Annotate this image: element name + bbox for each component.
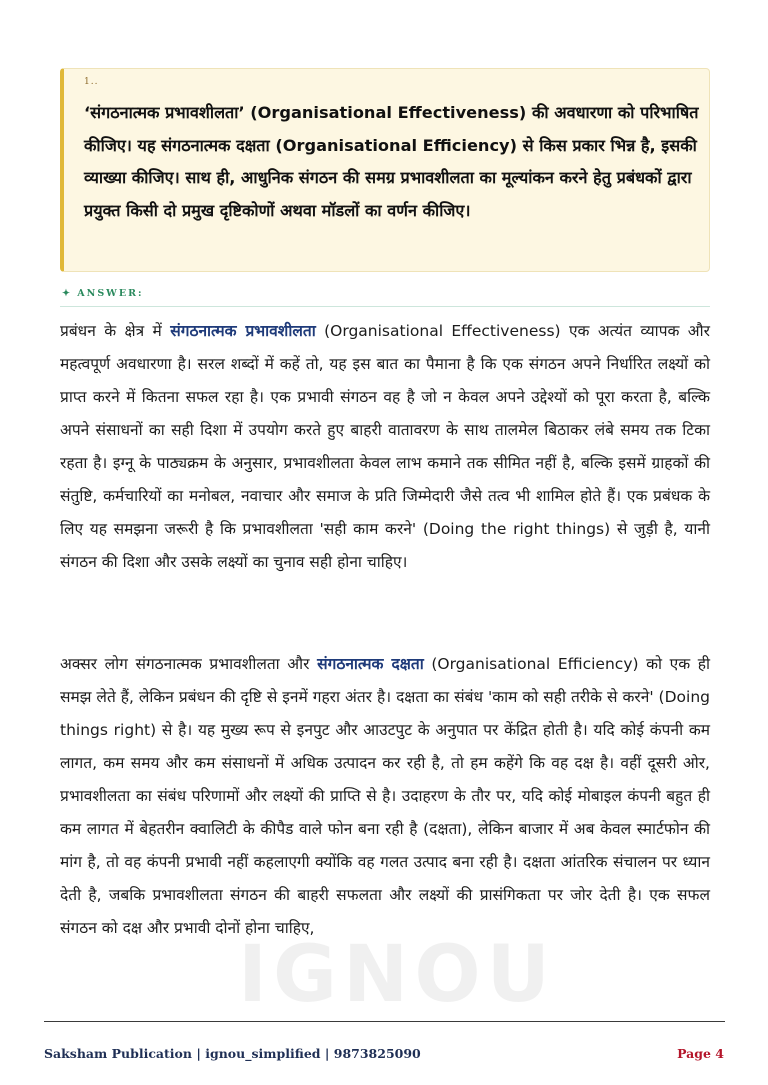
answer-label: ✦ ANSWER: [62, 288, 144, 299]
paragraph-2-lead: अक्सर लोग संगठनात्मक प्रभावशीलता और [60, 655, 318, 673]
answer-divider [60, 306, 710, 307]
highlight-term-efficiency: संगठनात्मक दक्षता [317, 655, 424, 673]
question-number: 1.. [84, 77, 99, 87]
answer-paragraph-2 [60, 648, 710, 945]
paragraph-2-body: (Organisational Efficiency) को एक ही समझ लेते हैं, लेकिन प्रबंधन की दृष्टि से इनमें गहरा अंतर है। दक्षता का संबंध 'काम को सही तरीके से करने' (Doing things right) से है। यह मुख्य रूप से इनपुट और आउटपुट के अनुपात पर केंद्रित होती है। यदि कोई कंपनी कम लागत, कम समय और कम संसाधनों में अधिक उत्पादन कर रही है, तो हम कहेंगे कि वह दक्ष है। वहीं दूसरी ओर, प्रभावशीलता का संबंध परिणामों और लक्ष्यों की प्राप्ति से है। उदाहरण के तौर पर, यदि कोई मोबाइल कंपनी बहुत ही कम लागत में बेहतरीन क्वालिटी के कीपैड वाले फोन बना रही है (दक्षता), लेकिन बाजार में अब केवल स्मार्टफोन की मांग है, तो वह कंपनी प्रभावी नहीं कहलाएगी क्योंकि वह गलत उत्पाद बना रही है। दक्षता आंतरिक संचालन पर ध्यान देती है, जबकि प्रभावशीलता संगठन की बाहरी सफलता और लक्ष्यों की प्रासंगिकता पर जोर देती है। एक सफल संगठन को दक्ष और प्रभावी दोनों होना चाहिए, [60, 655, 710, 937]
paragraph-1-lead: प्रबंधन के क्षेत्र में [60, 322, 171, 340]
ignou-watermark: IGNOU [238, 930, 556, 1020]
footer-divider [44, 1021, 725, 1022]
answer-paragraph-1 [60, 315, 710, 579]
paragraph-1-body: (Organisational Effectiveness) एक अत्यंत व्यापक और महत्वपूर्ण अवधारणा है। सरल शब्दों में कहें तो, यह इस बात का पैमाना है कि एक संगठन अपने निर्धारित लक्ष्यों को प्राप्त करने में कितना सफल रहा है। एक प्रभावी संगठन वह है जो न केवल अपने उद्देश्यों को पूरा करता है, बल्कि अपने संसाधनों का सही दिशा में उपयोग करते हुए बाहरी वातावरण के साथ तालमेल बिठाकर लंबे समय तक टिका रहता है। इग्नू के पाठ्यक्रम के अनुसार, प्रभावशीलता केवल लाभ कमाने तक सीमित नहीं है, बल्कि इसमें ग्राहकों की संतुष्टि, कर्मचारियों का मनोबल, नवाचार और समाज के प्रति जिम्मेदारी जैसे तत्व भी शामिल होते हैं। एक प्रबंधक के लिए यह समझना जरूरी है कि प्रभावशीलता 'सही काम करने' (Doing the right things) से जुड़ी है, यानी संगठन की दिशा और उसके लक्ष्यों का चुनाव सही होना चाहिए। [60, 322, 710, 571]
page-number: Page 4 [677, 1046, 724, 1061]
question-text: ‘संगठनात्मक प्रभावशीलता’ (Organisational Effectiveness) की अवधारणा को परिभाषित कीजिए। यह संगठनात्मक दक्षता (Organisational Efficiency) से किस प्रकार भिन्न है, इसकी व्याख्या कीजिए। साथ ही, आधुनिक संगठन की समग्र प्रभावशीलता का मूल्यांकन करने हेतु प्रबंधकों द्वारा प्रयुक्त किसी दो प्रमुख दृष्टिकोणों अथवा मॉडलों का वर्णन कीजिए। [84, 103, 699, 220]
question-box [60, 68, 710, 272]
footer-publisher: Saksham Publication | ignou_simplified | 9873825090 [44, 1046, 421, 1061]
highlight-term-effectiveness: संगठनात्मक प्रभावशीलता [170, 322, 316, 340]
